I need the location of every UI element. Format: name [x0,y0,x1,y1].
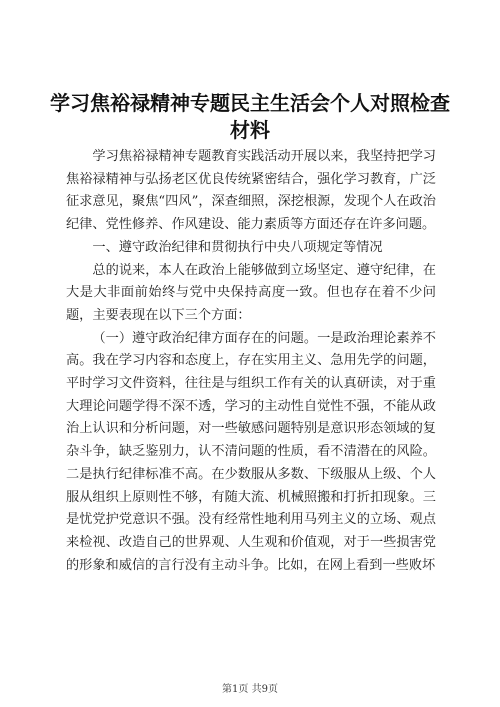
page-footer: 第1页 共9页 [222,684,278,695]
document-title [40,90,460,144]
document-body [66,146,436,577]
paragraph-summary: 总的说来，本人在政治上能够做到立场坚定、遵守纪律，在大是大非面前始终与党中央保持高度一致。但也存在着不少问题，主要表现在以下三个方面： [66,262,436,323]
title-line-1: 学习焦裕禄精神专题民主生活会个人对照检查 [50,91,450,115]
title-line-2: 材料 [230,118,270,142]
paragraph-intro: 学习焦裕禄精神专题教育实践活动开展以来，我坚持把学习焦裕禄精神与弘扬老区优良传统紧密结合，强化学习教育，广泛征求意见，聚焦“四风”，深查细照，深挖根源，发现个人在政治纪律、党性修养、作风建设、能力素质等方面还存在许多问题。 [66,149,436,233]
section-heading: 一、遵守政治纪律和贯彻执行中央八项规定等情况 [92,239,383,255]
paragraph-political-discipline: （一）遵守政治纪律方面存在的问题。一是政治理论素养不高。我在学习内容和态度上，存在实用主义、急用先学的问题，平时学习文件资料，往往是与组织工作有关的认真研读，对于重大理论问题学得不深不透，学习的主动性自觉性不强，不能从政治上认识和分析问题，对一些敏感问题特别是意识形态领域的复杂斗争，缺乏鉴别力，认不清问题的性质，看不清潜在的风险。二是执行纪律标准不高。在少数服从多数、下级服从上级、个人服从组织上原则性不够，有随大流、机械照搬和打折扣现象。三是忧党护党意识不强。没有经常性地利用马列主义的立场、观点来检视、改造自己的世界观、人生观和价值观，对于一些损害党的形象和威信的言行没有主动斗争。比如，在网上看到一些败坏 [66,330,436,573]
